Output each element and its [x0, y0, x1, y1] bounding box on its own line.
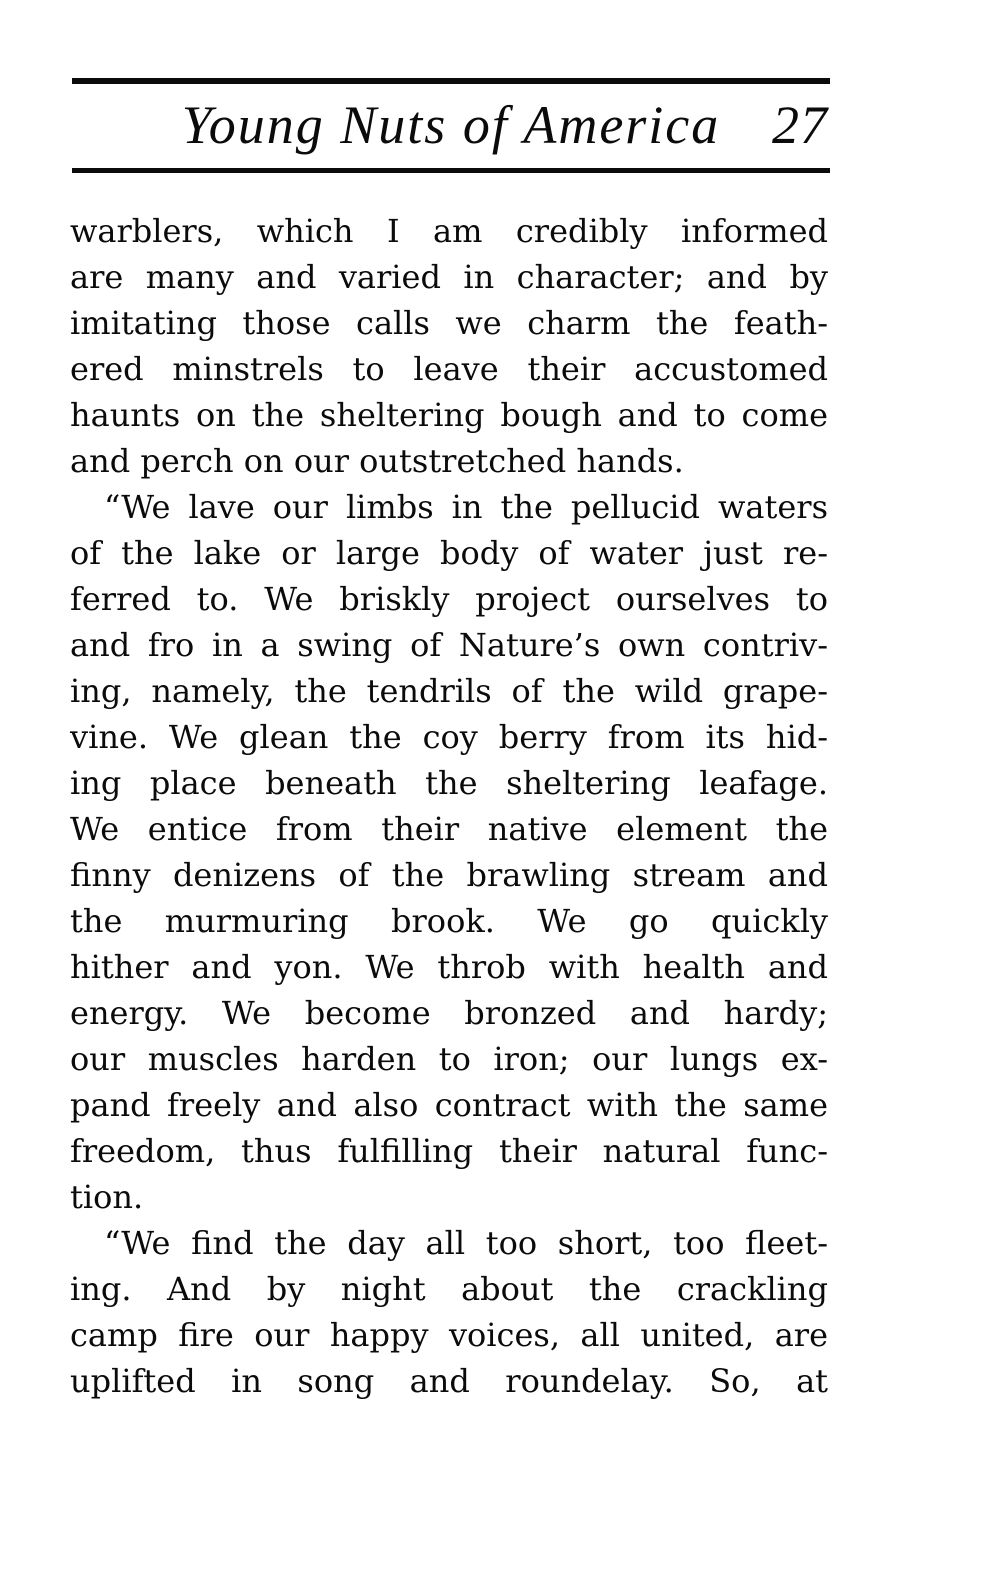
text-line: freedom, thus fulfilling their natural func- [70, 1132, 828, 1170]
text-line: camp fire our happy voices, all united, are [70, 1316, 828, 1354]
text-line: “We lave our limbs in the pellucid waters [104, 488, 828, 526]
running-header [72, 78, 830, 173]
text-line: and perch on our outstretched hands. [70, 442, 684, 480]
text-line: and fro in a swing of Nature’s own contriv- [70, 626, 828, 664]
paragraph [70, 484, 828, 1220]
text-line: are many and varied in character; and by [70, 258, 828, 296]
header-title: Young Nuts of America [181, 95, 721, 155]
text-line: ered minstrels to leave their accustomed [70, 350, 828, 388]
text-line: imitating those calls we charm the feath- [70, 304, 828, 342]
text-line: ing, namely, the tendrils of the wild grape- [70, 672, 828, 710]
text-line: warblers, which I am credibly informed [70, 212, 828, 250]
text-line: vine. We glean the coy berry from its hid- [70, 718, 828, 756]
text-line: our muscles harden to iron; our lungs ex- [70, 1040, 828, 1078]
text-line: tion. [70, 1178, 144, 1216]
text-line: finny denizens of the brawling stream and [70, 856, 828, 894]
text-line: energy. We become bronzed and hardy; [70, 994, 828, 1032]
text-line: hither and yon. We throb with health and [70, 948, 828, 986]
text-line: uplifted in song and roundelay. So, at [70, 1362, 828, 1400]
paragraph [70, 208, 828, 484]
text-line: ing place beneath the sheltering leafage. [70, 764, 828, 802]
text-line: We entice from their native element the [70, 810, 828, 848]
text-line: of the lake or large body of water just re- [70, 534, 828, 572]
text-line: the murmuring brook. We go quickly [70, 902, 828, 940]
text-line: ing. And by night about the crackling [70, 1270, 828, 1308]
text-line: pand freely and also contract with the same [70, 1086, 828, 1124]
running-header-inner [72, 84, 830, 168]
text-line: “We find the day all too short, too fleet- [104, 1224, 828, 1262]
text-block [70, 208, 828, 1404]
paragraph [70, 1220, 828, 1404]
text-line: haunts on the sheltering bough and to come [70, 396, 828, 434]
text-line: ferred to. We briskly project ourselves to [70, 580, 828, 618]
page-number: 27 [772, 95, 828, 155]
